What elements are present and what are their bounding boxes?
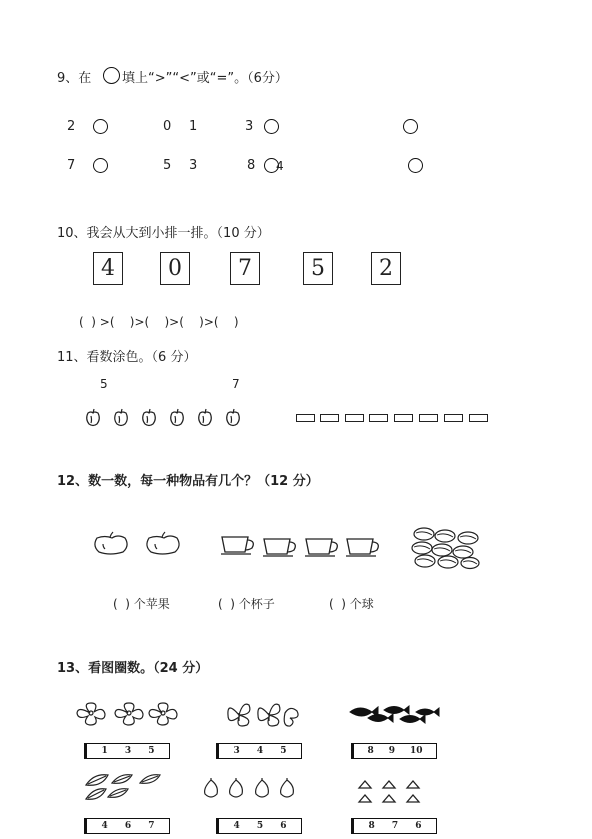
color-rectangle[interactable] <box>419 414 438 422</box>
number-choice-box[interactable] <box>216 818 302 834</box>
number-card: 0 <box>160 252 190 285</box>
q9-number: 4 <box>276 159 284 173</box>
answer-circle[interactable] <box>93 119 108 134</box>
choice-number[interactable]: 10 <box>409 746 423 756</box>
choice-number[interactable]: 7 <box>148 821 155 831</box>
fish-icons <box>348 702 444 728</box>
number-card: 7 <box>230 252 260 285</box>
q13-title: 13、看图圈数。（24 分） <box>57 661 209 676</box>
q9-number: 3 <box>189 158 198 173</box>
answer-circle[interactable] <box>408 158 423 173</box>
answer-circle[interactable] <box>264 119 279 134</box>
choice-number[interactable]: 5 <box>280 746 287 756</box>
choice-number[interactable]: 5 <box>148 746 155 756</box>
choice-number[interactable]: 9 <box>388 746 395 756</box>
q9-number: 2 <box>67 119 76 134</box>
number-choice-box[interactable] <box>216 743 302 759</box>
number-card: 2 <box>371 252 401 285</box>
number-card: 4 <box>93 252 123 285</box>
color-rectangle[interactable] <box>320 414 339 422</box>
butterfly-icons <box>227 703 301 729</box>
ball-cluster-icon <box>412 526 484 570</box>
q10-answer-line[interactable]: ( ) >( )>( )>( )>( ) <box>79 315 239 329</box>
choice-number[interactable]: 6 <box>415 821 422 831</box>
leaf-icons <box>84 773 170 803</box>
choice-number[interactable]: 3 <box>124 746 132 756</box>
choice-number[interactable]: 7 <box>391 821 399 831</box>
q9-number: 5 <box>163 158 172 173</box>
number-choice-box[interactable] <box>351 743 437 759</box>
choice-number[interactable]: 4 <box>256 746 264 756</box>
color-rectangle[interactable] <box>469 414 488 422</box>
choice-number[interactable]: 1 <box>101 746 108 756</box>
q12-title: 12、数一数，每一种物品有几个？（12 分） <box>57 474 319 489</box>
q12-answer-apples[interactable]: ( ) 个苹果 <box>113 597 170 611</box>
apple-pair-icon <box>93 532 188 556</box>
answer-circle[interactable] <box>403 119 418 134</box>
color-rectangle[interactable] <box>369 414 388 422</box>
circle-icon <box>103 67 120 84</box>
number-card: 5 <box>303 252 333 285</box>
q12-answer-balls[interactable]: ( ) 个球 <box>329 597 374 611</box>
cup-icons <box>221 534 381 558</box>
choice-number[interactable]: 4 <box>233 821 240 831</box>
q9-number: 1 <box>189 119 198 134</box>
choice-number[interactable]: 4 <box>101 821 108 831</box>
q9-number: 3 <box>245 119 254 134</box>
q10-title: 10、我会从大到小排一排。（10 分） <box>57 226 270 241</box>
q9-instructions: 填上“>”“<”或“=”。（6分） <box>122 71 288 86</box>
q11-number-left: 5 <box>100 377 108 391</box>
q11-number-right: 7 <box>232 377 240 391</box>
flower-icons <box>76 702 182 724</box>
q9-number: 0 <box>163 119 172 134</box>
q9-number: 8 <box>247 158 256 173</box>
fruit-icons <box>203 778 299 800</box>
choice-number[interactable]: 3 <box>233 746 240 756</box>
color-rectangle[interactable] <box>444 414 463 422</box>
q12-answer-cups[interactable]: ( ) 个杯子 <box>218 597 275 611</box>
number-choice-box[interactable] <box>84 818 170 834</box>
q9-prefix: 9、在 <box>57 71 92 86</box>
choice-number[interactable]: 8 <box>368 821 375 831</box>
number-choice-box[interactable] <box>84 743 170 759</box>
q11-title: 11、看数涂色。（6 分） <box>57 350 197 365</box>
color-rectangle[interactable] <box>345 414 364 422</box>
number-choice-box[interactable] <box>351 818 437 834</box>
triangle-icons <box>356 779 422 805</box>
color-rectangle[interactable] <box>394 414 413 422</box>
choice-number[interactable]: 6 <box>124 821 132 831</box>
choice-number[interactable]: 6 <box>280 821 287 831</box>
apple-icons[interactable] <box>85 407 250 427</box>
answer-circle[interactable] <box>93 158 108 173</box>
choice-number[interactable]: 8 <box>367 746 374 756</box>
choice-number[interactable]: 5 <box>256 821 264 831</box>
color-rectangle[interactable] <box>296 414 315 422</box>
q9-number: 7 <box>67 158 76 173</box>
